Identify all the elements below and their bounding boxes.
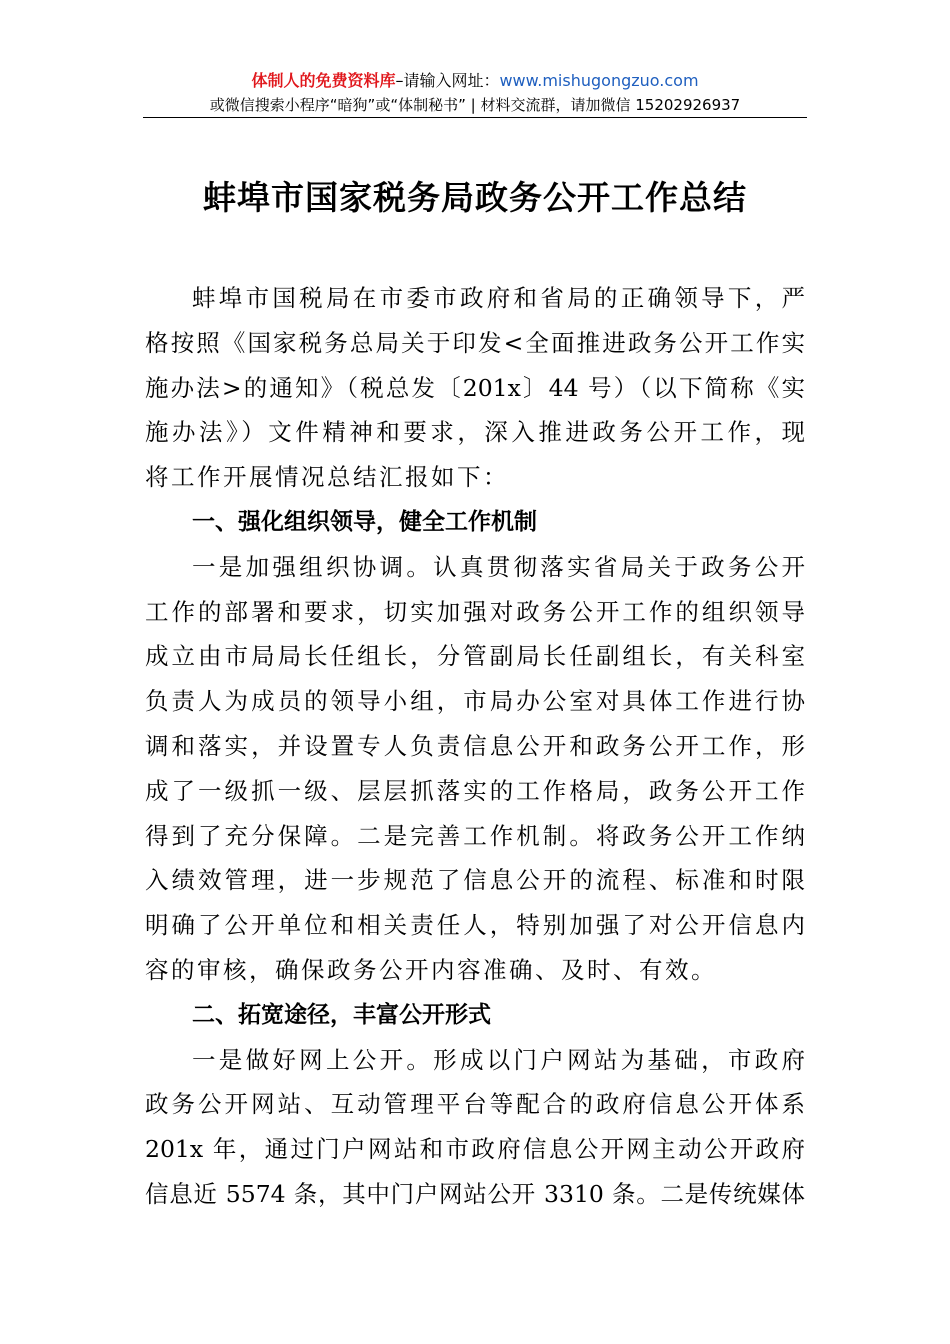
header-brand: 体制人的免费资料库 — [251, 71, 396, 90]
header-url-link[interactable]: www.mishugongzuo.com — [499, 71, 699, 90]
paragraph-line: 蚌埠市国税局在市委市政府和省局的正确领导下，严 — [192, 284, 805, 312]
paragraph-line: 信息近 5574 条，其中门户网站公开 3310 条。二是传统媒体 — [145, 1179, 805, 1208]
section-heading: 一、强化组织领导，健全工作机制 — [192, 508, 537, 535]
paragraph-line: 成了一级抓一级、层层抓落实的工作格局，政务公开工作 — [145, 776, 805, 805]
paragraph-line: 政务公开网站、互动管理平台等配合的政府信息公开体系 — [145, 1090, 805, 1119]
document-title: 蚌埠市国家税务局政务公开工作总结 — [203, 178, 747, 217]
paragraph-line: 201x 年，通过门户网站和市政府信息公开网主动公开政府 — [145, 1135, 805, 1164]
paragraph-line: 施办法》）文件精神和要求，深入推进政务公开工作，现 — [145, 418, 805, 447]
paragraph-line: 调和落实，并设置专人负责信息公开和政务公开工作，形 — [145, 731, 805, 760]
page-header — [143, 68, 807, 116]
paragraph-line: 入绩效管理，进一步规范了信息公开的流程、标准和时限 — [145, 866, 805, 895]
paragraph-line: 一是做好网上公开。形成以门户网站为基础，市政府 — [192, 1045, 805, 1074]
section-heading: 二、拓宽途径，丰富公开形式 — [192, 1001, 491, 1028]
document-body — [145, 276, 805, 1217]
header-banner — [143, 68, 807, 94]
paragraph-line: 施办法>的通知》（税总发〔201x〕44 号）（以下简称《实 — [145, 373, 805, 402]
paragraph-line: 将工作开展情况总结汇报如下： — [145, 463, 509, 492]
paragraph-line: 格按照《国家税务总局关于印发<全面推进政务公开工作实 — [145, 328, 805, 357]
header-divider — [143, 117, 807, 118]
paragraph-line: 负责人为成员的领导小组，市局办公室对具体工作进行协 — [145, 687, 805, 716]
paragraph-line: 工作的部署和要求，切实加强对政务公开工作的组织领导 — [145, 597, 805, 626]
paragraph-line: 容的审核，确保政务公开内容准确、及时、有效。 — [145, 955, 717, 984]
header-prompt: –请输入网址： — [395, 71, 500, 90]
paragraph-line: 一是加强组织协调。认真贯彻落实省局关于政务公开 — [192, 552, 805, 581]
header-contact-line: 或微信搜索小程序“暗狗”或“体制秘书” | 材料交流群，请加微信 15202926937 — [209, 96, 741, 114]
paragraph-line: 得到了充分保障。二是完善工作机制。将政务公开工作纳 — [145, 821, 805, 850]
paragraph-line: 成立由市局局长任组长，分管副局长任副组长，有关科室 — [145, 642, 805, 671]
paragraph-line: 明确了公开单位和相关责任人，特别加强了对公开信息内 — [145, 911, 805, 940]
